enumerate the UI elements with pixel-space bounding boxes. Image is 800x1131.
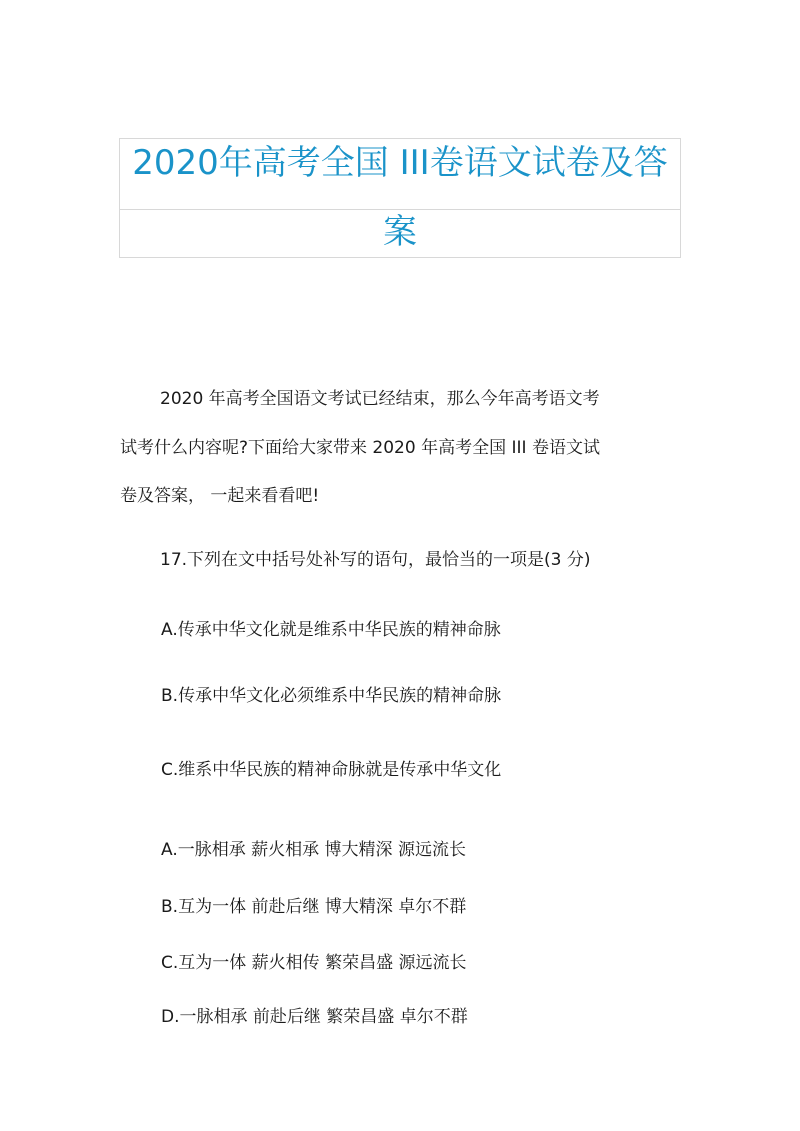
question-18-option-a: A.一脉相承 薪火相承 博大精深 源远流长 (161, 840, 466, 860)
intro-line-3: 卷及答案， 一起来看看吧! (120, 486, 320, 506)
question-17-option-c: C.维系中华民族的精神命脉就是传承中华文化 (161, 760, 502, 780)
question-17-stem: 17.下列在文中括号处补写的语句，最恰当的一项是(3 分) (160, 550, 591, 570)
question-17-option-b: B.传承中华文化必须维系中华民族的精神命脉 (161, 686, 502, 706)
document-title-line-2: 案 (383, 212, 417, 252)
question-18-option-b: B.互为一体 前赴后继 博大精深 卓尔不群 (161, 897, 467, 917)
question-18-option-c: C.互为一体 薪火相传 繁荣昌盛 源远流长 (161, 953, 467, 973)
question-17-option-a: A.传承中华文化就是维系中华民族的精神命脉 (161, 620, 501, 640)
intro-line-1: 2020 年高考全国语文考试已经结束，那么今年高考语文考 (160, 389, 600, 409)
question-18-option-d: D.一脉相承 前赴后继 繁荣昌盛 卓尔不群 (161, 1007, 468, 1027)
document-title-line-1: 2020年高考全国 III卷语文试卷及答 (132, 143, 668, 183)
title-divider (120, 209, 680, 210)
intro-line-2: 试考什么内容呢?下面给大家带来 2020 年高考全国 III 卷语文试 (120, 438, 600, 458)
